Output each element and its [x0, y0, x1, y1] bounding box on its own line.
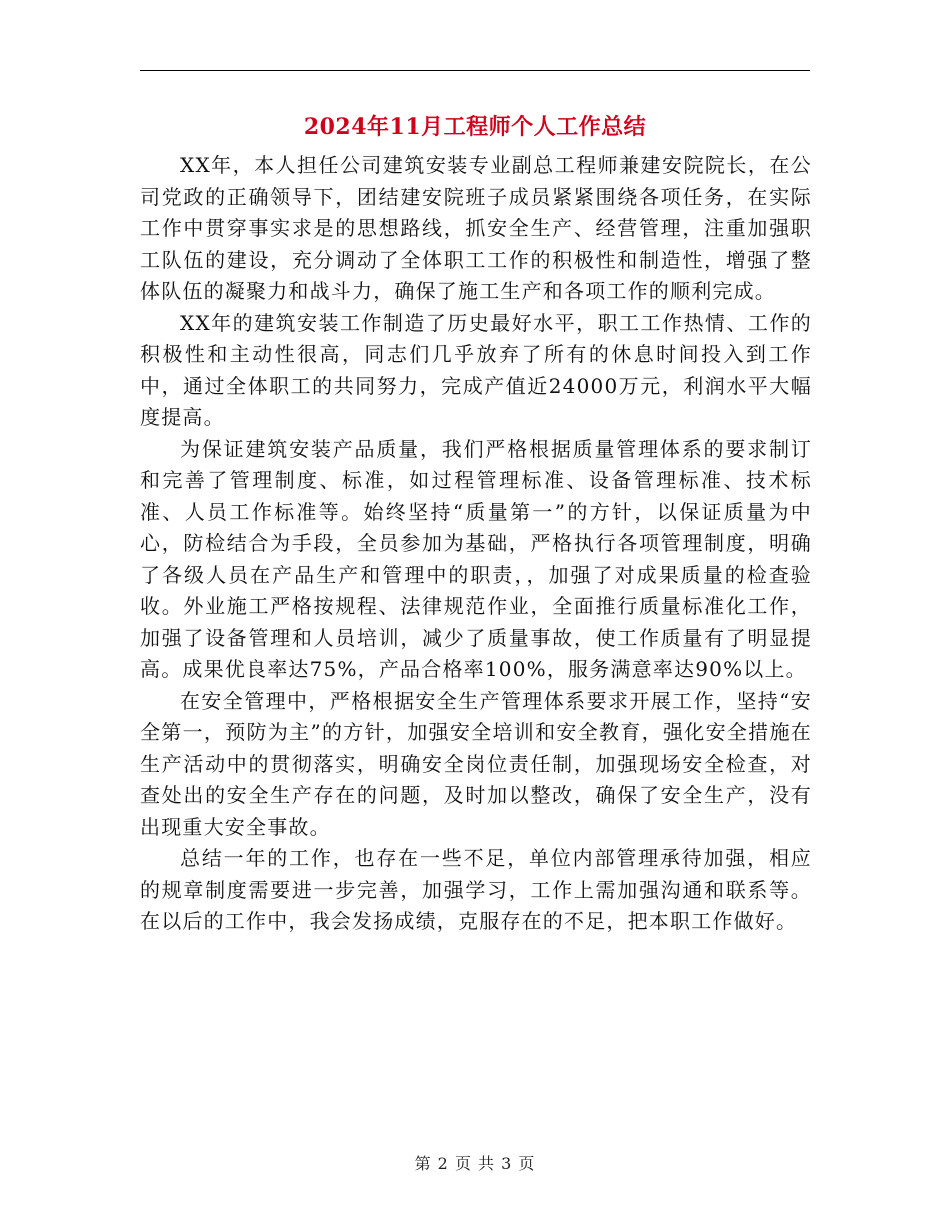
paragraph-summary: 总结一年的工作，也存在一些不足，单位内部管理承待加强，相应的规章制度需要进一步完善，加强学习，工作上需加强沟通和联系等。在以后的工作中，我会发扬成绩，克服存在的不足，把本职工作做好。 [140, 846, 812, 933]
document-title: 2024年11月工程师个人工作总结 [303, 114, 647, 140]
paragraph-safety: 在安全管理中，严格根据安全生产管理体系要求开展工作，坚持“安全第一，预防为主”的方针，加强安全培训和安全教育，强化安全措施在生产活动中的贯彻落实，明确安全岗位责任制，加强现场安全检查，对查处出的安全生产存在的问题，及时加以整改，确保了安全生产，没有出现重大安全事故。 [140, 688, 812, 839]
paragraph-quality: 为保证建筑安装产品质量，我们严格根据质量管理体系的要求制订和完善了管理制度、标准，如过程管理标准、设备管理标准、技术标准、人员工作标准等。始终坚持“质量第一”的方针，以保证质量为中心，防检结合为手段，全员参加为基础，严格执行各项管理制度，明确了各级人员在产品生产和管理中的职责，，加强了对成果质量的检查验收。外业施工严格按规程、法律规范作业，全面推行质量标准化工作，加强了设备管理和人员培训，减少了质量事故，使工作质量有了明显提高。成果优良率达75%，产品合格率100%，服务满意率达90%以上。 [140, 436, 812, 681]
document-body [140, 150, 812, 938]
paragraph-output: XX年的建筑安装工作制造了历史最好水平，职工工作热情、工作的积极性和主动性很高，同志们几乎放弃了所有的休息时间投入到工作中，通过全体职工的共同努力，完成产值近24000万元，利润水平大幅度提高。 [140, 310, 812, 429]
page-number: 第 2 页 共 3 页 [414, 1154, 536, 1173]
paragraph-overview: XX年，本人担任公司建筑安装专业副总工程师兼建安院院长，在公司党政的正确领导下，团结建安院班子成员紧紧围绕各项任务，在实际工作中贯穿事实求是的思想路线，抓安全生产、经营管理，注重加强职工队伍的建设，充分调动了全体职工工作的积极性和制造性，增强了整体队伍的凝聚力和战斗力，确保了施工生产和各项工作的顺利完成。 [140, 153, 812, 303]
header-rule [140, 70, 810, 71]
